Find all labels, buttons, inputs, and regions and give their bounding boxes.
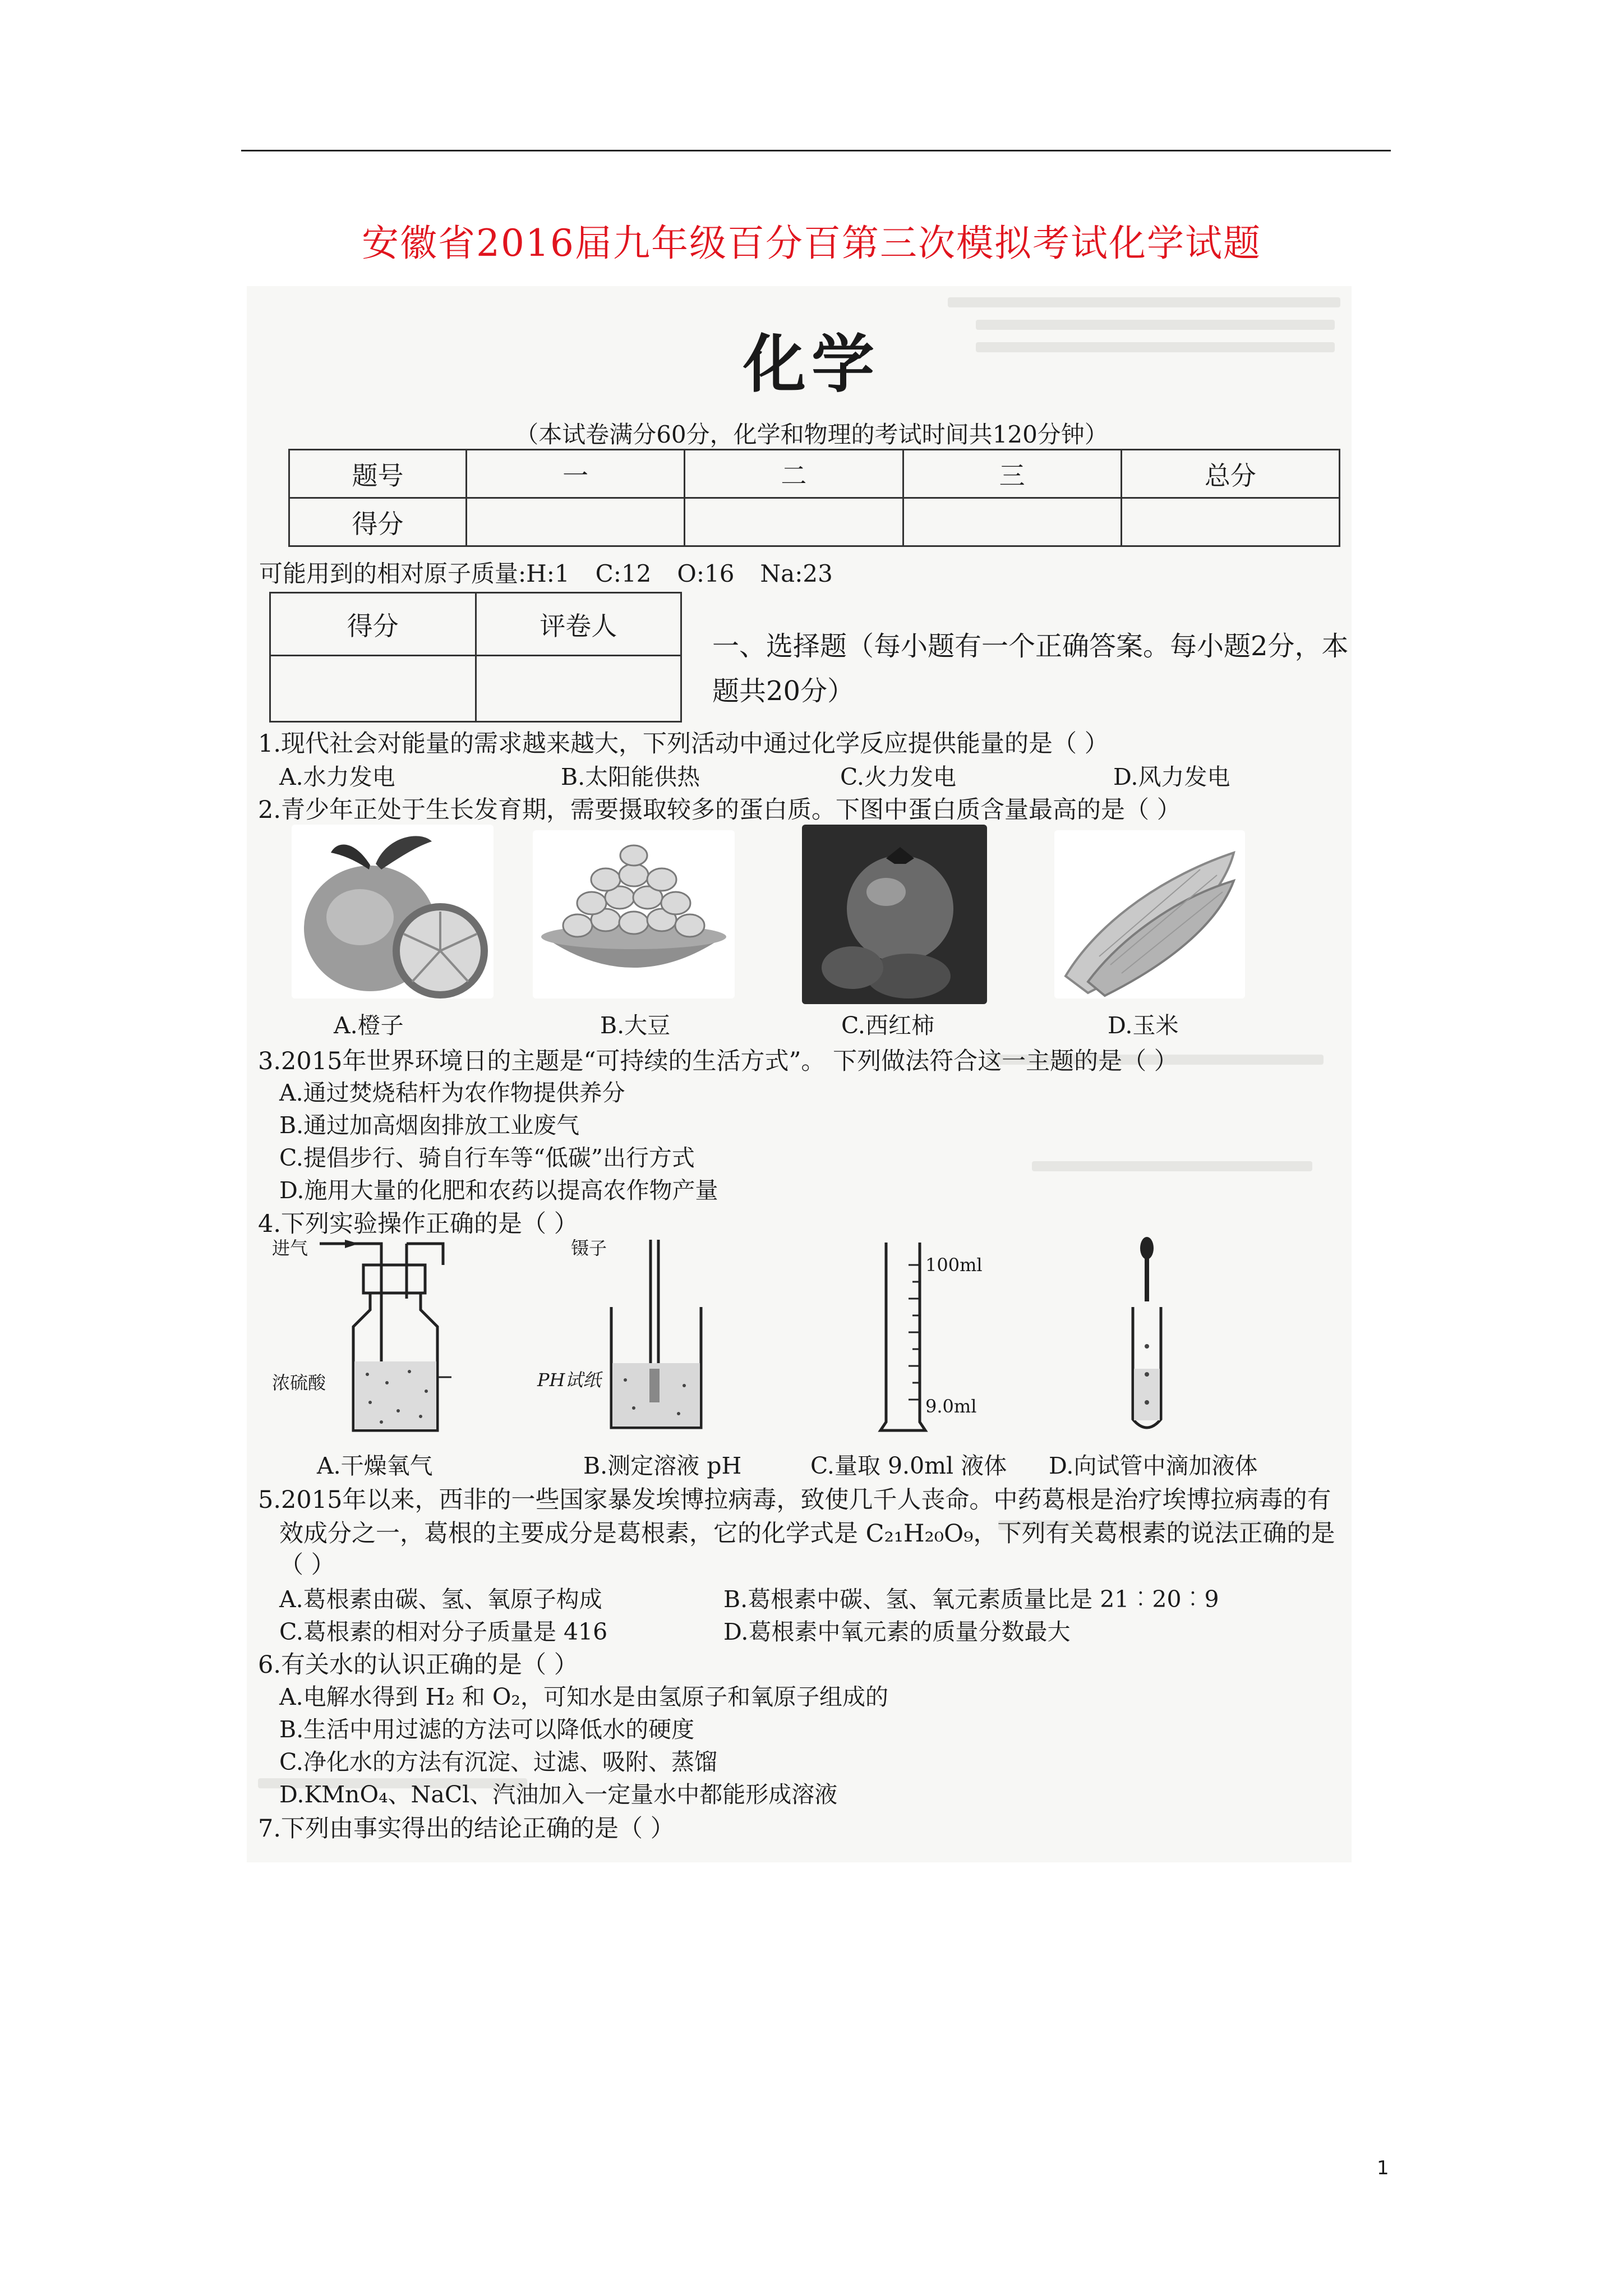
question-5-option-d[interactable]: D.葛根素中氧元素的质量分数最大 <box>723 1618 1071 1645</box>
grader-table-score-header: 得分 <box>270 593 476 656</box>
grader-table <box>269 592 682 723</box>
bleed-through-text <box>948 297 1340 307</box>
orange-image <box>292 825 494 999</box>
question-6-stem: 6.有关水的认识正确的是（ ） <box>258 1651 578 1679</box>
question-3-option-c[interactable]: C.提倡步行、骑自行车等“低碳”出行方式 <box>279 1144 695 1171</box>
corn-image <box>1054 830 1245 999</box>
label-tweezers: 镊子 <box>571 1237 607 1259</box>
question-4-option-a[interactable]: A.干燥氧气 <box>317 1452 433 1479</box>
score-table-row-header: 题号 <box>289 450 467 498</box>
question-2-option-c[interactable]: C.西红柿 <box>841 1012 934 1039</box>
grader-score-cell[interactable] <box>270 656 476 722</box>
question-1-stem: 1.现代社会对能量的需求越来越大，下列活动中通过化学反应提供能量的是（ ） <box>258 730 1109 758</box>
score-table <box>288 449 1340 547</box>
score-cell[interactable] <box>685 498 903 546</box>
atomic-masses <box>259 555 859 589</box>
atomic-mass-c: C:12 <box>595 560 652 587</box>
question-4-option-c[interactable]: C.量取 9.0ml 液体 <box>810 1452 1007 1479</box>
question-1-option-a[interactable]: A.水力发电 <box>279 763 395 790</box>
tomato-image <box>802 825 987 1004</box>
question-2-option-d[interactable]: D.玉米 <box>1108 1012 1179 1039</box>
question-4-option-b[interactable]: B.测定溶液 pH <box>583 1452 742 1479</box>
header-rule <box>241 150 1391 151</box>
soybeans-image <box>533 830 735 999</box>
question-5-stem-line-3: （ ） <box>279 1551 335 1579</box>
label-sulfuric-acid: 浓硫酸 <box>272 1372 326 1393</box>
score-table-col: 一 <box>467 450 685 498</box>
graduated-cylinder-diagram <box>878 1237 928 1439</box>
page-number: 1 <box>1377 2157 1389 2179</box>
question-6-option-b[interactable]: B.生活中用过滤的方法可以降低水的硬度 <box>279 1716 695 1743</box>
section-one-title: 一、选择题（每小题有一个正确答案。每小题2分，本题共20分） <box>712 631 1349 707</box>
label-cylinder-100ml: 100ml <box>925 1254 983 1276</box>
score-cell[interactable] <box>903 498 1121 546</box>
question-1-option-c[interactable]: C.火力发电 <box>840 763 956 790</box>
question-4-stem: 4.下列实验操作正确的是（ ） <box>258 1210 578 1238</box>
grader-table-grader-header: 评卷人 <box>476 593 681 656</box>
question-7-stem: 7.下列由事实得出的结论正确的是（ ） <box>258 1815 675 1843</box>
question-1-option-d[interactable]: D.风力发电 <box>1113 763 1230 790</box>
question-5-option-a[interactable]: A.葛根素由碳、氢、氧原子构成 <box>279 1586 602 1613</box>
label-cylinder-9ml: 9.0ml <box>925 1396 977 1417</box>
subject-heading: 化学 <box>743 328 880 401</box>
test-tube-dropper-diagram <box>1122 1234 1172 1442</box>
question-6-option-a[interactable]: A.电解水得到 H₂ 和 O₂，可知水是由氢原子和氧原子组成的 <box>279 1683 888 1710</box>
question-4-option-d[interactable]: D.向试管中滴加液体 <box>1049 1452 1258 1479</box>
atomic-mass-na: Na:23 <box>760 560 833 587</box>
atomic-mass-o: O:16 <box>677 560 735 587</box>
question-5-stem-line-2: 效成分之一，葛根的主要成分是葛根素，它的化学式是 C₂₁H₂₀O₉，下列有关葛根素的说法正确的是 <box>279 1520 1335 1548</box>
question-3-stem: 3.2015年世界环境日的主题是“可持续的生活方式”。 下列做法符合这一主题的是（ ） <box>258 1047 1178 1075</box>
score-cell[interactable] <box>1121 498 1339 546</box>
question-3-option-b[interactable]: B.通过加高烟囱排放工业废气 <box>279 1112 580 1139</box>
question-2-option-a[interactable]: A.橙子 <box>334 1012 404 1039</box>
score-table-col: 二 <box>685 450 903 498</box>
question-2-option-b[interactable]: B.大豆 <box>600 1012 671 1039</box>
question-6-option-c[interactable]: C.净化水的方法有沉淀、过滤、吸附、蒸馏 <box>279 1749 717 1775</box>
label-gas-inlet: 进气 <box>272 1237 308 1259</box>
score-table-col: 总分 <box>1121 450 1339 498</box>
grader-name-cell[interactable] <box>476 656 681 722</box>
question-5-stem-line-1: 5.2015年以来，西非的一些国家暴发埃博拉病毒，致使几千人丧命。中药葛根是治疗埃博拉病毒的有 <box>258 1486 1331 1514</box>
question-5-option-c[interactable]: C.葛根素的相对分子质量是 416 <box>279 1618 608 1645</box>
score-cell[interactable] <box>467 498 685 546</box>
atomic-masses-label: 可能用到的相对原子质量: <box>259 560 527 587</box>
question-5-option-b[interactable]: B.葛根素中碳、氢、氧元素质量比是 21︰20︰9 <box>723 1586 1219 1613</box>
exam-note: （本试卷满分60分，化学和物理的考试时间共120分钟） <box>515 421 1108 448</box>
question-6-option-d[interactable]: D.KMnO₄、NaCl、汽油加入一定量水中都能形成溶液 <box>279 1781 838 1808</box>
score-table-col: 三 <box>903 450 1121 498</box>
question-3-option-a[interactable]: A.通过焚烧秸杆为农作物提供养分 <box>279 1079 625 1106</box>
question-3-option-d[interactable]: D.施用大量的化肥和农药以提高农作物产量 <box>279 1177 718 1204</box>
gas-washing-bottle-diagram <box>314 1231 460 1439</box>
question-2-stem: 2.青少年正处于生长发育期，需要摄取较多的蛋白质。下图中蛋白质含量最高的是（ ） <box>258 796 1181 824</box>
score-table-row-header: 得分 <box>289 498 467 546</box>
beaker-ph-diagram <box>600 1234 712 1436</box>
bleed-through-text <box>1032 1161 1312 1171</box>
label-ph-paper: PH试纸 <box>537 1369 601 1391</box>
atomic-mass-h: H:1 <box>526 560 570 587</box>
question-1-option-b[interactable]: B.太阳能供热 <box>561 763 700 790</box>
document-title: 安徽省2016届九年级百分百第三次模拟考试化学试题 <box>362 222 1261 265</box>
